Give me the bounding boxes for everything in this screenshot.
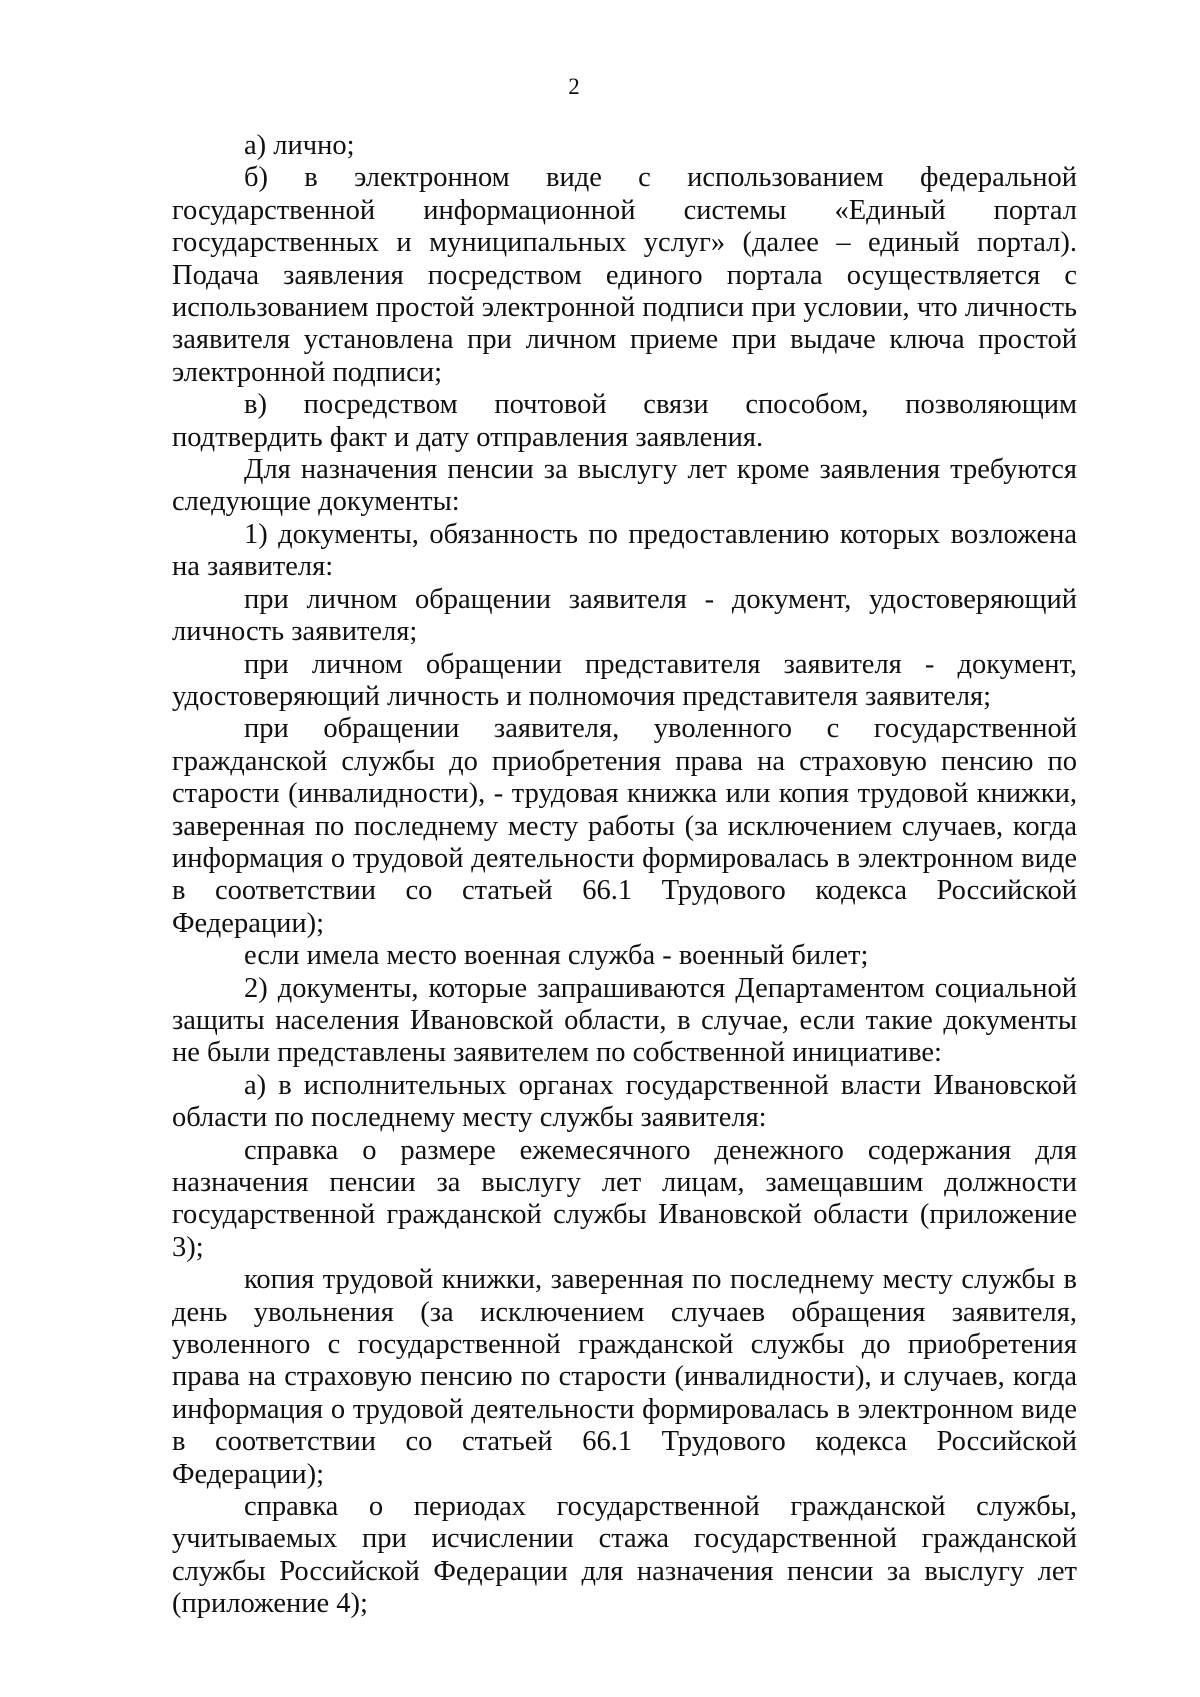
paragraph-item-2: 2) документы, которые запрашиваются Департаментом социальной защиты населения Ивановской области, в случае, если такие документы не были представлены заявителем по собственной инициативе: [172,972,1077,1069]
paragraph-item-1: 1) документы, обязанность по предоставлению которых возложена на заявителя: [172,518,1077,583]
paragraph-option-b: б) в электронном виде с использованием федеральной государственной информационной системы «Единый портал государственных и муниципальных услуг» (далее – единый портал). Подача заявления посредством единого портала осуществляется с использованием простой электронной подписи при условии, что личность заявителя установлена при личном приеме при выдаче ключа простой электронной подписи; [172,162,1077,388]
paragraph-option-a: а) лично; [244,130,355,161]
paragraph-service-periods-certificate: справка о периодах государственной гражданской службы, учитываемых при исчислении стажа государственной гражданской службы Российской Федерации для назначения пенсии за выслугу лет (приложение 4); [172,1491,1077,1620]
paragraph-option-v: в) посредством почтовой связи способом, позволяющим подтвердить факт и дату отправления заявления. [172,389,1077,453]
paragraph-workbook-copy: копия трудовой книжки, заверенная по последнему месту службы в день увольнения (за исключением случаев обращения заявителя, уволенного с государственной гражданской службы до приобретения права на страховую пенсию по старости (инвалидности), и случаев, когда информация о трудовой деятельности формировалась в электронном виде в соответствии со статьей 66.1 Трудового кодекса Российской Федерации); [172,1264,1077,1490]
paragraph-salary-certificate: справка о размере ежемесячного денежного содержания для назначения пенсии за выслугу лет лицам, замещавшим должности государственной гражданской службы Ивановской области (приложение 3); [172,1134,1077,1263]
paragraph-documents-intro: Для назначения пенсии за выслугу лет кроме заявления требуются следующие документы: [172,454,1077,518]
paragraph-personal-representative: при личном обращении представителя заявителя - документ, удостоверяющий личность и полномочия представителя заявителя; [172,648,1077,712]
paragraph-military-service: если имела место военная служба - военный билет; [244,940,869,972]
paragraph-item-2a: а) в исполнительных органах государственной власти Ивановской области по последнему месту службы заявителя: [172,1069,1077,1134]
page-number: 2 [568,74,580,99]
paragraph-personal-applicant: при личном обращении заявителя - документ, удостоверяющий личность заявителя; [172,583,1077,648]
paragraph-dismissed-applicant: при обращении заявителя, уволенного с государственной гражданской службы до приобретения права на страховую пенсию по старости (инвалидности), - трудовая книжка или копия трудовой книжки, заверенная по последнему месту работы (за исключением случаев, когда информация о трудовой деятельности формировалась в электронном виде в соответствии со статьей 66.1 Трудового кодекса Российской Федерации); [172,713,1077,939]
document-body [172,130,1077,1621]
